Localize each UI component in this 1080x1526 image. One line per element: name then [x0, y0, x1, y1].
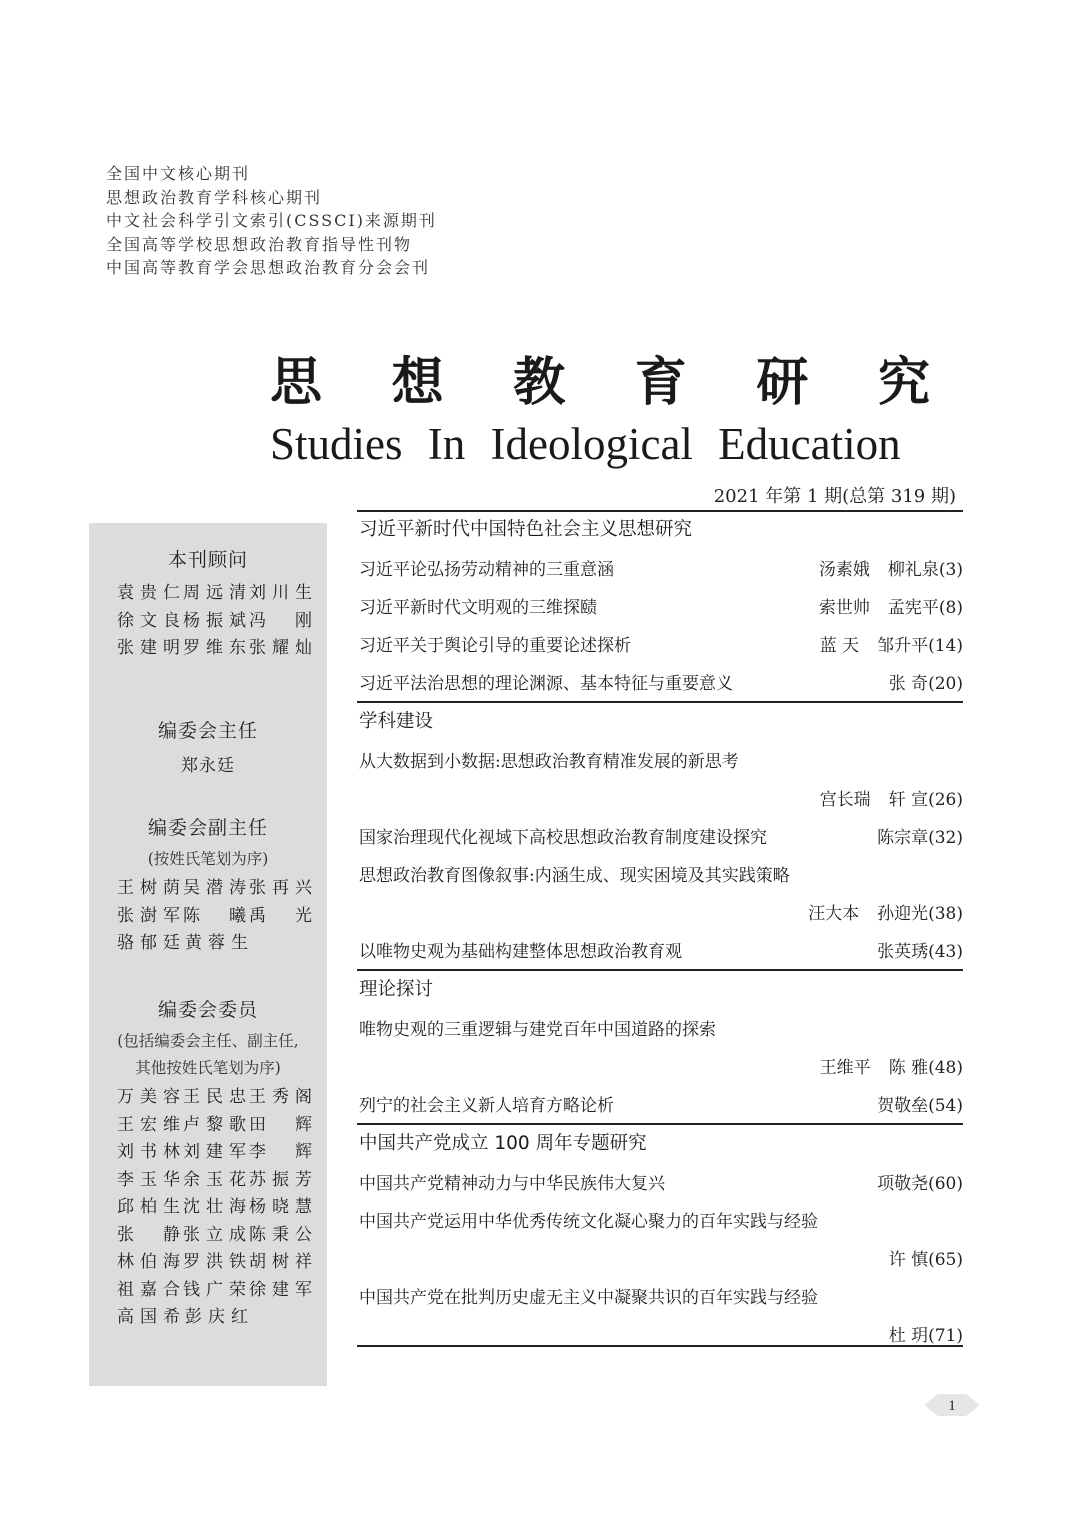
member-name: 杨振斌: [183, 610, 247, 631]
article-byline: [871, 669, 963, 694]
article-byline: [801, 555, 963, 580]
page-number-diamond: [924, 1392, 980, 1418]
name-row: [117, 930, 313, 958]
page-ref: (14): [928, 636, 963, 656]
member-name: 刘建军: [183, 1142, 247, 1162]
page-ref: (20): [928, 674, 963, 694]
author-name: 王维平: [819, 1058, 871, 1078]
page-ref: (60): [928, 1174, 963, 1194]
member-name: 禹 光: [249, 905, 313, 926]
member-name: 苏振芳: [249, 1169, 313, 1190]
member-name: 张耀灿: [249, 638, 313, 658]
member-name: 罗维东: [183, 638, 247, 658]
member-name: 陈秉公: [249, 1224, 313, 1245]
page-ref: (38): [928, 904, 963, 924]
section-divider: [357, 510, 963, 512]
member-name: 冯 刚: [249, 610, 313, 631]
member-name: 林伯海: [117, 1252, 181, 1272]
member-name: 王宏维: [117, 1114, 181, 1135]
name-row: [117, 608, 313, 636]
author-name: 汤素娥: [818, 560, 870, 580]
member-name: 胡树祥: [249, 1252, 313, 1272]
member-name: 罗洪铁: [183, 1252, 247, 1272]
article-byline: [859, 1091, 963, 1116]
page-ref: (26): [928, 790, 963, 810]
credential-line: 中文社会科学引文索引(CSSCI)来源期刊: [106, 211, 437, 230]
article-title[interactable]: 国家治理现代化视域下高校思想政治教育制度建设探究: [359, 828, 767, 848]
name-row: [117, 875, 313, 903]
name-row: [117, 1304, 313, 1332]
article-title[interactable]: 中国共产党在批判历史虚无主义中凝聚共识的百年实践与经验: [359, 1288, 818, 1308]
name-row: [117, 1167, 313, 1195]
article-title[interactable]: 习近平法治思想的理论渊源、基本特征与重要意义: [359, 674, 733, 694]
page-ref: (71): [928, 1326, 963, 1346]
article-title[interactable]: 习近平新时代文明观的三维探赜: [359, 598, 597, 618]
journal-credentials: [106, 162, 437, 280]
members-section: [89, 995, 327, 1332]
director-section: [89, 716, 327, 776]
title-char: 想: [391, 353, 444, 413]
author-name: 杜 玥: [888, 1326, 929, 1346]
member-name: 王树荫: [117, 878, 181, 898]
ordering-note: 其他按姓氏笔划为序): [135, 1059, 281, 1077]
article-title[interactable]: 思想政治教育图像叙事:内涵生成、现实困境及其实践策略: [359, 866, 790, 886]
member-name: 张澍军: [117, 905, 181, 926]
article-byline: [790, 899, 963, 924]
member-name: 张 静: [117, 1224, 181, 1245]
author-name: 项敬尧: [877, 1174, 929, 1194]
member-name: 徐文良: [117, 610, 181, 631]
credential-line: 全国高等学校思想政治教育指导性刊物: [106, 234, 413, 254]
name-row: [117, 1249, 313, 1277]
author-name: 陈宗章: [877, 828, 929, 848]
section-divider: [357, 701, 963, 703]
ordering-note: (包括编委会主任、副主任,: [117, 1032, 299, 1050]
member-name: 彭庆红: [185, 1307, 249, 1327]
page-number-badge: [924, 1392, 980, 1418]
article-title[interactable]: 唯物史观的三重逻辑与建党百年中国道路的探索: [359, 1020, 716, 1040]
editorial-board-sidebar: [89, 523, 327, 1386]
ordering-note: (按姓氏笔划为序): [147, 850, 269, 868]
article-title[interactable]: 习近平论弘扬劳动精神的三重意涵: [359, 560, 614, 580]
author-name: 索世帅: [818, 598, 870, 618]
member-name: 田 辉: [249, 1114, 313, 1135]
member-name: 张再兴: [249, 878, 313, 898]
article-byline: [871, 1321, 963, 1346]
name-row: [117, 903, 313, 931]
author-name: 张 奇: [888, 674, 929, 694]
page-ref: (65): [928, 1250, 963, 1270]
advisors-heading: 本刊顾问: [167, 549, 248, 571]
author-name: 张英琇: [877, 942, 929, 962]
member-name: 周远清: [183, 583, 247, 603]
member-name: 余玉花: [183, 1169, 247, 1190]
name-row: [117, 1277, 313, 1305]
member-name: 张立成: [183, 1224, 247, 1245]
vice-directors-section: [89, 813, 327, 958]
member-name: 刘书林: [117, 1142, 181, 1162]
title-char: 育: [634, 353, 687, 413]
author-name: 柳礼泉: [887, 560, 939, 580]
member-name: 王秀阁: [249, 1087, 313, 1107]
author-name: 宫长瑞: [819, 790, 871, 810]
article-byline: [859, 1169, 963, 1194]
page-ref: (54): [928, 1096, 963, 1116]
member-name: 沈壮海: [183, 1197, 247, 1217]
members-heading: 编委会委员: [157, 999, 258, 1021]
name-row: [117, 1139, 313, 1167]
title-char: 究: [877, 353, 930, 413]
member-name: 袁贵仁: [117, 583, 181, 603]
article-title[interactable]: 中国共产党精神动力与中华民族伟大复兴: [359, 1174, 665, 1194]
author-name: 轩 宣: [888, 790, 929, 810]
member-name: 杨晓慧: [249, 1197, 313, 1217]
article-byline: [802, 785, 963, 810]
name-row: [117, 1222, 313, 1250]
member-name: 张建明: [117, 638, 181, 658]
author-name: 贺敬垒: [877, 1096, 929, 1116]
page-ref: (8): [938, 598, 963, 618]
member-name: 邱柏生: [117, 1197, 181, 1217]
vice-directors-heading: 编委会副主任: [147, 817, 268, 839]
member-name: 陈 曦: [183, 905, 247, 926]
member-name: 祖嘉合: [117, 1279, 181, 1300]
member-name: 吴潜涛: [183, 878, 247, 898]
member-name: 卢黎歌: [183, 1114, 247, 1135]
author-name: 陈 雅: [888, 1058, 929, 1078]
section-divider: [357, 1123, 963, 1125]
credential-line: 中国高等教育学会思想政治教育分会会刊: [106, 258, 431, 277]
issue-info: 2021 年第 1 期(总第 319 期): [713, 486, 956, 507]
article-byline: [859, 937, 963, 962]
author-name: 孟宪平: [887, 598, 939, 618]
section-title: 理论探讨: [359, 979, 434, 1000]
section-divider: [357, 1345, 963, 1347]
name-row: [117, 635, 313, 663]
article-title[interactable]: 中国共产党运用中华优秀传统文化凝心聚力的百年实践与经验: [359, 1212, 818, 1232]
journal-title-en: Studies In Ideological Education: [270, 419, 901, 469]
section-divider: [357, 969, 963, 971]
page-ref: (48): [928, 1058, 963, 1078]
member-name: 钱广荣: [183, 1279, 247, 1300]
name-row: [117, 580, 313, 608]
author-name: 汪大本: [808, 904, 860, 924]
page-number: 1: [948, 1398, 956, 1414]
member-name: 黄蓉生: [185, 933, 249, 953]
director-heading: 编委会主任: [157, 720, 258, 742]
page-ref: (3): [938, 560, 963, 580]
title-char: 思: [270, 353, 323, 413]
advisors-section: [89, 545, 327, 663]
article-byline: [859, 823, 963, 848]
member-name: 李 辉: [249, 1142, 313, 1162]
name-row: [117, 1194, 313, 1222]
article-byline: [871, 1245, 963, 1270]
name-row: [117, 1084, 313, 1112]
author-name: 许 慎: [888, 1250, 929, 1270]
section-title: 学科建设: [359, 711, 434, 732]
article-byline: [801, 593, 963, 618]
article-title[interactable]: 习近平关于舆论引导的重要论述探析: [359, 636, 631, 656]
credential-line: 思想政治教育学科核心期刊: [106, 187, 323, 207]
member-name: 刘川生: [249, 583, 313, 603]
article-title[interactable]: 以唯物史观为基础构建整体思想政治教育观: [359, 942, 682, 962]
title-char: 教: [513, 353, 566, 413]
name-row: [117, 1112, 313, 1140]
article-byline: [802, 631, 963, 656]
author-name: 邹升平: [877, 636, 929, 656]
title-char: 研: [756, 353, 809, 413]
credential-line: 全国中文核心期刊: [106, 164, 251, 183]
section-title: 中国共产党成立 100 周年专题研究: [359, 1133, 647, 1154]
page-ref: (43): [928, 942, 963, 962]
member-name: 万美容: [117, 1087, 181, 1107]
member-name: 高国希: [117, 1307, 181, 1327]
author-name: 蓝 天: [819, 636, 860, 656]
article-byline: [802, 1053, 963, 1078]
member-name: 王民忠: [183, 1087, 247, 1107]
member-name: 李玉华: [117, 1169, 181, 1190]
author-name: 孙迎光: [877, 904, 929, 924]
page-ref: (32): [928, 828, 963, 848]
director-name: 郑永廷: [181, 756, 235, 776]
article-title[interactable]: 从大数据到小数据:思想政治教育精准发展的新思考: [359, 752, 739, 772]
member-name: 骆郁廷: [117, 933, 181, 953]
journal-title-cn: [270, 340, 930, 413]
article-title[interactable]: 列宁的社会主义新人培育方略论析: [359, 1096, 614, 1116]
member-name: 徐建军: [249, 1279, 313, 1300]
section-title: 习近平新时代中国特色社会主义思想研究: [359, 519, 693, 540]
